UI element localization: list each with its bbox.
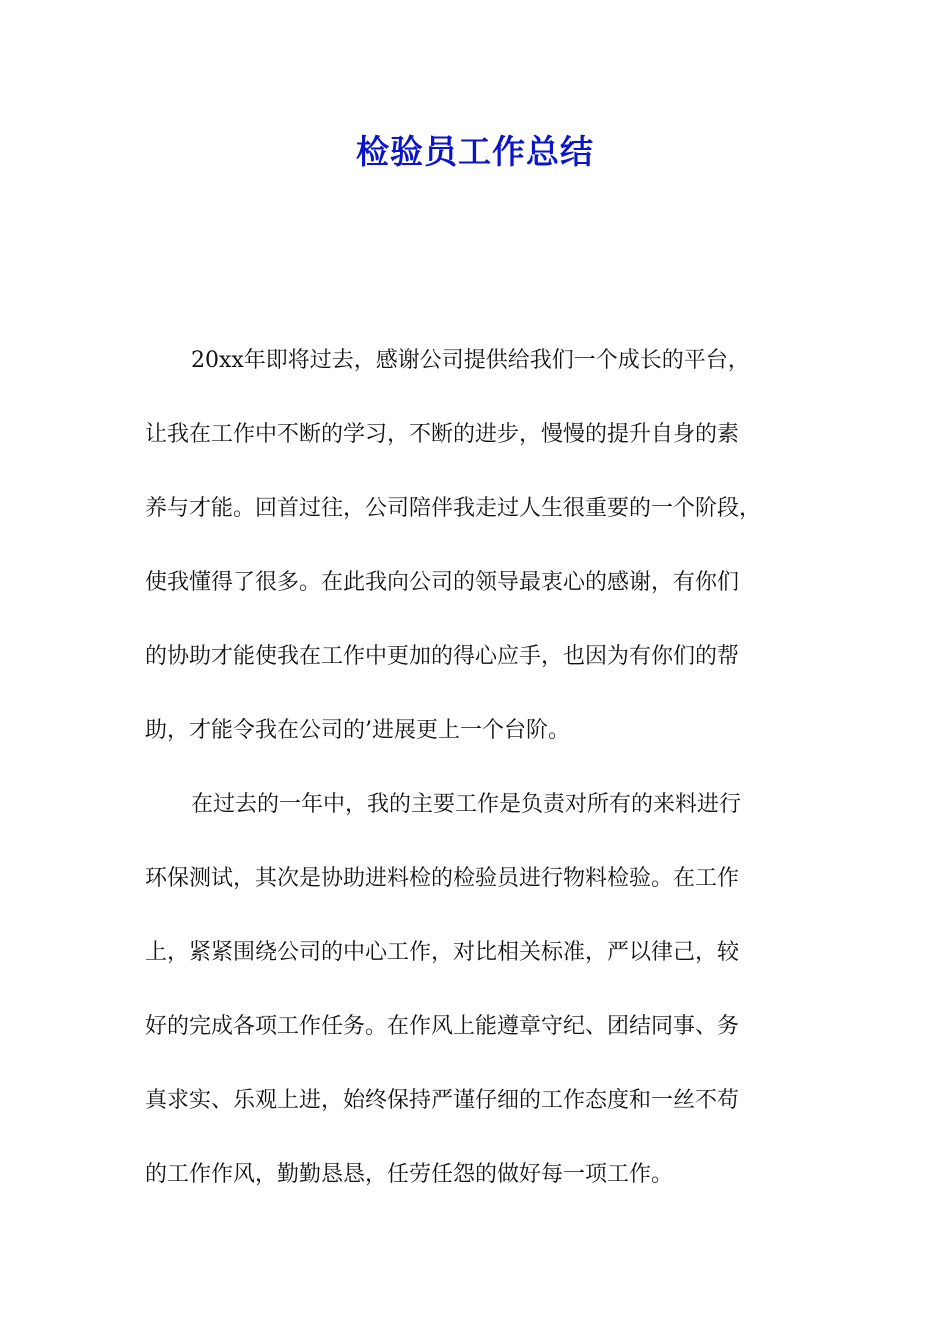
paragraph-line: 的协助才能使我在工作中更加的得心应手，也因为有你们的帮 [145, 644, 740, 669]
paragraph-line: 让我在工作中不断的学习，不断的进步，慢慢的提升自身的素 [145, 422, 740, 447]
paragraph-line: 养与才能。回首过往，公司陪伴我走过人生很重要的一个阶段， [145, 496, 762, 521]
paragraph-line: 环保测试，其次是协助进料检的检验员进行物料检验。在工作 [145, 866, 740, 891]
paragraph-line: 使我懂得了很多。在此我向公司的领导最衷心的感谢，有你们 [145, 570, 740, 595]
document-title: 检验员工作总结 [356, 132, 594, 171]
paragraph-line: 上，紧紧围绕公司的中心工作，对比相关标准，严以律己，较 [145, 940, 740, 965]
paragraph-line: 好的完成各项工作任务。在作风上能遵章守纪、团结同事、务 [145, 1014, 740, 1039]
paragraph-line: 助，才能令我在公司的’进展更上一个台阶。 [145, 718, 570, 743]
paragraph-line: 真求实、乐观上进，始终保持严谨仔细的工作态度和一丝不苟 [145, 1088, 740, 1113]
paragraph-line: 的工作作风，勤勤恳恳，任劳任怨的做好每一项工作。 [145, 1162, 674, 1187]
paragraph-line: 20xx年即将过去，感谢公司提供给我们一个成长的平台， [191, 348, 750, 373]
paragraph-line: 在过去的一年中，我的主要工作是负责对所有的来料进行 [191, 792, 742, 817]
